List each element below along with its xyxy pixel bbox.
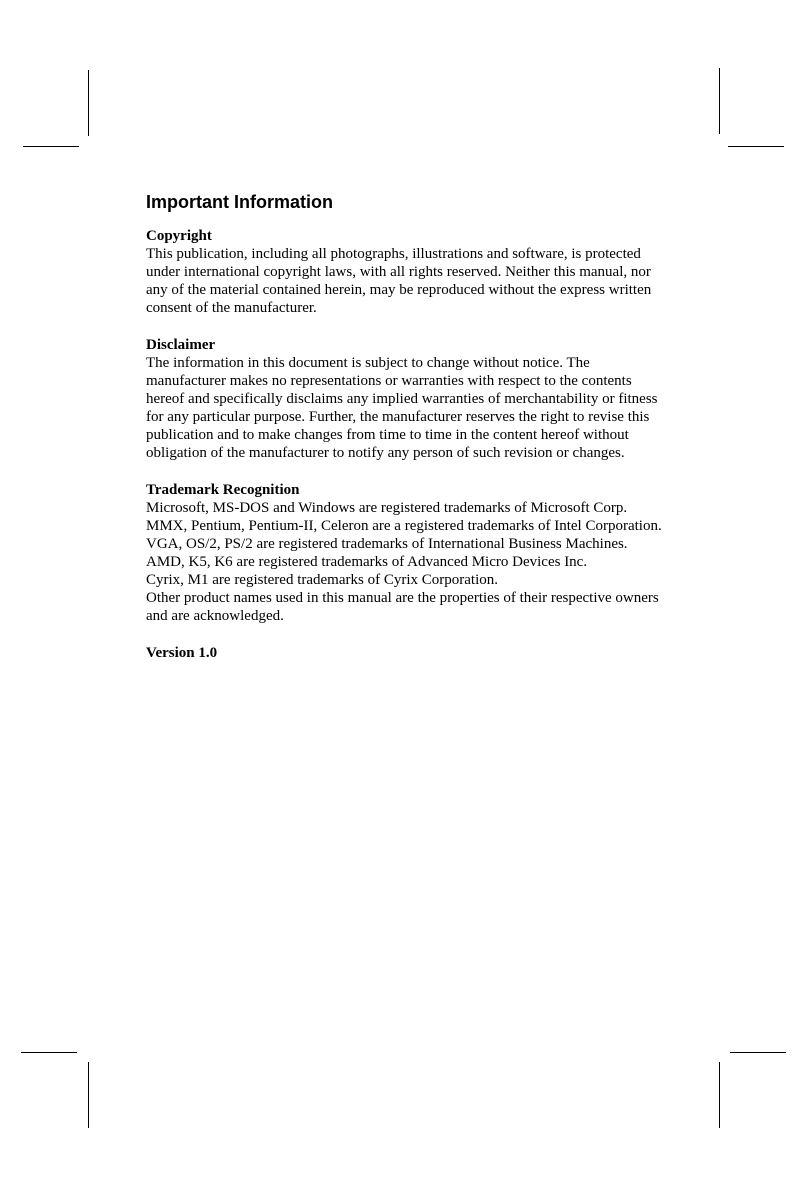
body-line: and are acknowledged. — [146, 608, 284, 624]
section-heading: Disclaimer — [146, 337, 216, 353]
body-line: publication and to make changes from time to time in the content hereof without — [146, 427, 629, 443]
section-heading: Copyright — [146, 228, 212, 244]
body-line: This publication, including all photographs, illustrations and software, is protected — [146, 246, 641, 262]
body-line: Cyrix, M1 are registered trademarks of Cyrix Corporation. — [146, 572, 498, 588]
section-disclaimer — [146, 336, 676, 462]
body-line: hereof and specifically disclaims any implied warranties of merchantability or fitness — [146, 391, 658, 407]
section-heading: Trademark Recognition — [146, 482, 300, 498]
document-content — [146, 191, 676, 662]
body-line: MMX, Pentium, Pentium-II, Celeron are a registered trademarks of Intel Corporation. — [146, 518, 662, 534]
body-line: Microsoft, MS-DOS and Windows are registered trademarks of Microsoft Corp. — [146, 500, 628, 516]
version-label: Version 1.0 — [146, 645, 218, 661]
body-line: AMD, K5, K6 are registered trademarks of Advanced Micro Devices Inc. — [146, 554, 588, 570]
crop-mark-top-left-horizontal — [23, 146, 79, 147]
body-line: Other product names used in this manual are the properties of their respective owners — [146, 590, 659, 606]
body-line: The information in this document is subject to change without notice. The — [146, 355, 590, 371]
body-line: obligation of the manufacturer to notify any person of such revision or changes. — [146, 445, 625, 461]
body-line: any of the material contained herein, may be reproduced without the express written — [146, 282, 652, 298]
body-line: for any particular purpose. Further, the manufacturer reserves the right to revise this — [146, 409, 650, 425]
crop-mark-bottom-left-vertical — [88, 1062, 89, 1128]
crop-mark-top-right-horizontal — [728, 146, 784, 147]
section-trademark-recognition — [146, 481, 676, 625]
crop-mark-bottom-right-horizontal — [730, 1052, 786, 1053]
section-copyright — [146, 227, 676, 317]
crop-mark-top-left-vertical — [88, 70, 89, 136]
section-body — [146, 354, 676, 462]
section-body — [146, 245, 676, 317]
crop-mark-top-right-vertical — [719, 68, 720, 134]
body-line: under international copyright laws, with all rights reserved. Neither this manual, nor — [146, 264, 651, 280]
crop-mark-bottom-right-vertical — [719, 1062, 720, 1128]
body-line: consent of the manufacturer. — [146, 300, 317, 316]
body-line: VGA, OS/2, PS/2 are registered trademarks of International Business Machines. — [146, 536, 628, 552]
section-body — [146, 499, 676, 625]
page-title: Important Information — [146, 192, 333, 212]
crop-mark-bottom-left-horizontal — [21, 1052, 77, 1053]
body-line: manufacturer makes no representations or warranties with respect to the contents — [146, 373, 632, 389]
